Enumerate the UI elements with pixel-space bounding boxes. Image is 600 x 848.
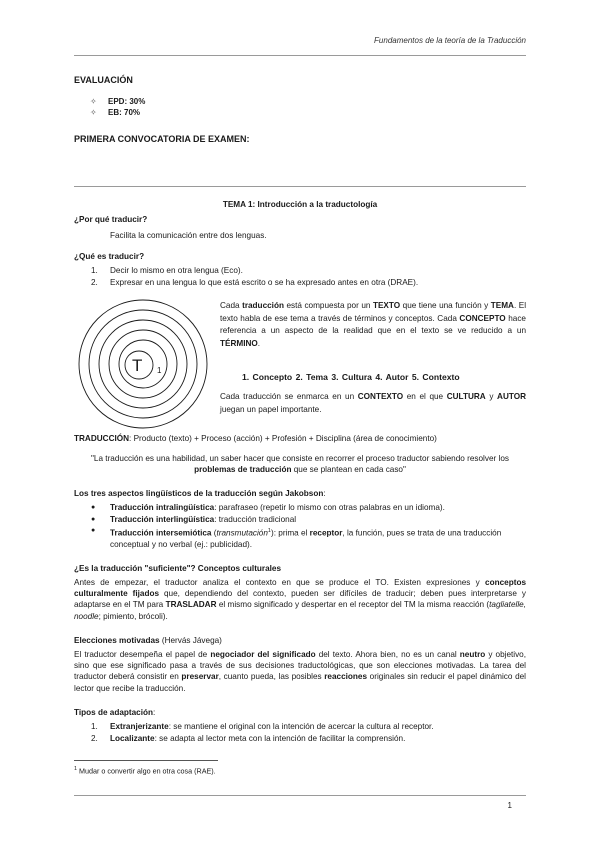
- elecciones-heading: Elecciones motivadas (Hervás Jávega): [74, 636, 222, 645]
- list-item: 1. Decir lo mismo en otra lengua (Eco).: [91, 266, 243, 275]
- list-item: 1. Extranjerizante: se mantiene el original con la intención de acercar la cultura al receptor.: [91, 722, 434, 731]
- tipos-heading: Tipos de adaptación:: [74, 708, 156, 717]
- elecciones-paragraph: El traductor desempeña el papel de negociador del significado del texto. Ahora bien, no es un canal neutro y objetivo, sino que ese significado pasa a través de sus decisiones traductológicas, que son elecciones motivadas. La tarea del traductor deberá consistir en preservar, cuanto pueda, las posibles reacciones originales sin reducir el papel dinámico del lector que recibe la traducción.: [74, 650, 527, 693]
- concentric-circles-diagram: [74, 298, 214, 430]
- circle-ring: [119, 340, 167, 388]
- list-item: ✧ EB: 70%: [90, 108, 290, 119]
- list-item: ● Traducción intralingüística: parafraseo (repetir lo mismo con otras palabras en un idioma).: [74, 503, 526, 514]
- traduccion-paragraph: Cada traducción está compuesta por un TEXTO que tiene una función y TEMA. El texto habla de ese tema a través de términos y conceptos. Cada CONCEPTO hace referencia a un aspecto de la realidad que en el texto se ve reducido a un TÉRMINO.: [220, 301, 527, 348]
- diagram-subscript: 1: [157, 366, 162, 375]
- tema-title: TEMA 1: Introducción a la traductología: [222, 200, 378, 209]
- contexto-paragraph: Cada traducción se enmarca en un CONTEXTO en el que CULTURA y AUTOR juegan un papel importante.: [220, 392, 527, 414]
- circle-ring: [99, 320, 187, 408]
- list-item: ✧ EPD: 30%: [90, 97, 290, 108]
- suficiente-paragraph: Antes de empezar, el traductor analiza el contexto en que se produce el TO. Existen expresiones y conceptos culturalmente fijados que, dependiendo del contexto, pueden ser difíciles de traducir; deben pues interpretarse y adaptarse en el TM para TRASLADAR el mismo significado y despertar en el receptor del TM la misma reacción (tagliatelle, noodle; pimiento, brócoli).: [74, 578, 526, 621]
- tipos-list: [74, 721, 526, 744]
- list-item: ● Traducción intersemiótica (transmutación$^1$): prima el receptor, la función, pues se trata de una traducción conceptual y no verbal (ej.: publicidad).: [74, 526, 526, 550]
- evaluacion-heading: EVALUACIÓN: [74, 75, 133, 85]
- traduccion-definition: TRADUCCIÓN: Producto (texto) + Proceso (acción) + Profesión + Disciplina (área de conocimiento): [74, 434, 437, 443]
- quote-block: "La traducción es una habilidad, un saber hacer que consiste en recorrer el proceso traductor sabiendo resolver los problemas de traducción que se plantean en cada caso": [91, 454, 509, 475]
- footnote-rule: [74, 760, 218, 761]
- jakobson-list: [74, 503, 526, 551]
- q2-list: [74, 265, 526, 288]
- list-item: 2. Localizante: se adapta al lector meta con la intención de facilitar la comprensión.: [91, 733, 406, 743]
- q2-heading: ¿Qué es traducir?: [74, 252, 145, 261]
- q1-heading: ¿Por qué traducir?: [74, 215, 148, 224]
- circle-ring: [79, 300, 207, 428]
- circle-ring: [89, 310, 197, 418]
- convocatoria-heading: PRIMERA CONVOCATORIA DE EXAMEN:: [74, 134, 250, 144]
- list-item: ● Traducción interlingüística: traducción tradicional: [74, 515, 526, 526]
- suficiente-heading: ¿Es la traducción "suficiente"? Conceptos culturales: [74, 564, 282, 573]
- page-number: 1: [507, 801, 512, 810]
- footer-rule: [74, 795, 526, 796]
- steps-list: 1. Concepto 2. Tema 3. Cultura 4. Autor 5. Contexto: [242, 372, 460, 382]
- diagram-label: T: [132, 356, 143, 375]
- section-rule: [74, 186, 526, 187]
- q1-answer: Facilita la comunicación entre dos lenguas.: [110, 231, 267, 240]
- evaluacion-list: [90, 97, 290, 118]
- jakobson-heading: Los tres aspectos lingüísticos de la traducción según Jakobson:: [74, 489, 326, 498]
- running-header: Fundamentos de la teoría de la Traducción: [374, 36, 526, 45]
- list-item: 2. Expresar en una lengua lo que está escrito o se ha expresado antes en otra (DRAE).: [91, 277, 419, 287]
- footnote: $^1$ Mudar o convertir algo en otra cosa (RAE).: [74, 766, 216, 776]
- header-rule: [74, 55, 526, 56]
